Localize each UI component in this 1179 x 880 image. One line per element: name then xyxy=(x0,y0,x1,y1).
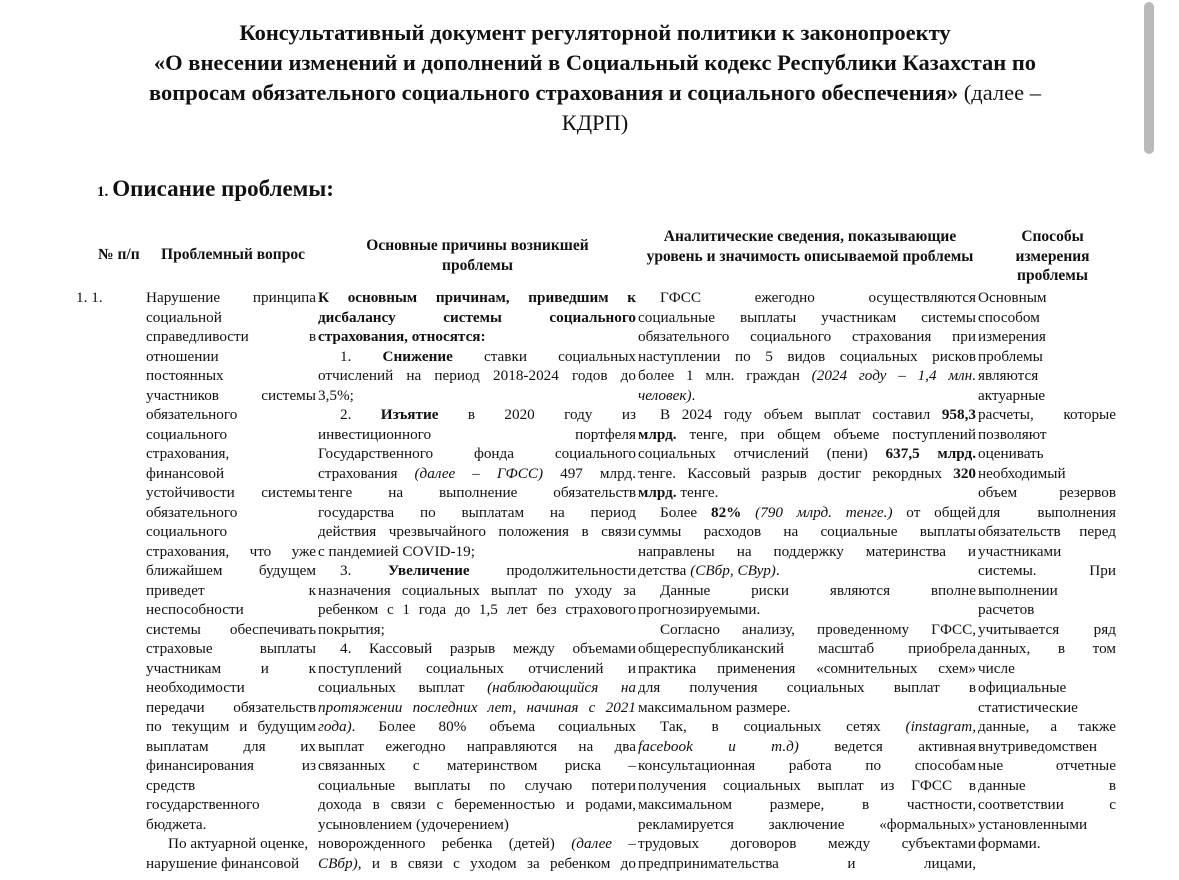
header-issue: Проблемный вопрос xyxy=(161,246,305,263)
causes-line: 4. Кассовый разрыв между объемами xyxy=(340,640,636,657)
analytics-line: максимальном размере. xyxy=(638,698,791,716)
issue-line: страховые выплаты xyxy=(146,640,316,657)
causes-line: 3. Увеличение продолжительности xyxy=(340,562,636,579)
issue-line: устойчивости системы xyxy=(146,484,316,501)
causes-line: страхования, относятся: xyxy=(318,328,486,345)
section-heading xyxy=(97,176,334,202)
analytics-line: социальные выплаты участникам системы xyxy=(638,308,976,326)
analytics-line: общереспубликанский масштаб приобрела xyxy=(638,640,976,657)
issue-line: социальной xyxy=(146,308,222,326)
causes-line: государства по выплатам на период xyxy=(318,503,636,521)
methods-line: данные в xyxy=(978,776,1116,794)
causes-line: тенге на выполнение обязательств xyxy=(318,484,636,501)
header-methods: Способы измерения проблемы xyxy=(1015,228,1090,284)
methods-line: числе xyxy=(978,659,1015,677)
issue-line: обязательного xyxy=(146,503,238,521)
causes-line: дохода в связи с беременностью и родами, xyxy=(318,796,636,813)
methods-line: для выполнения xyxy=(978,503,1116,521)
causes-line: 3,5%; xyxy=(318,386,354,404)
analytics-line: консультационная работа по способам xyxy=(638,757,976,774)
analytics-line: прогнозируемыми. xyxy=(638,601,761,618)
causes-line: протяжении последних лет, начиная с 2021 xyxy=(318,698,636,716)
causes-line: года). Более 80% объема социальных xyxy=(318,718,636,735)
causes-line: назначения социальных выплат по уходу за xyxy=(318,581,636,599)
causes-line: дисбалансу системы социального xyxy=(318,308,636,326)
analytics-line: трудовых договоров между субъектами xyxy=(638,835,976,852)
methods-line: системы. При xyxy=(978,562,1116,579)
issue-line: по текущим и будущим xyxy=(146,718,316,735)
issue-line: страхования, что уже xyxy=(146,542,316,560)
analytics-line: рекламируется заключение «формальных» xyxy=(638,815,976,833)
issue-line: ближайшем будущем xyxy=(146,562,316,579)
issue-column xyxy=(146,288,316,873)
analytics-line: предпринимательства и лицами, xyxy=(638,854,976,872)
analytics-column xyxy=(638,288,976,873)
title-line-2: «О внесении изменений и дополнений в Социальный кодекс Республики Казахстан по xyxy=(153,50,1037,75)
methods-line: Основным xyxy=(978,289,1047,306)
issue-line: финансирования из xyxy=(146,757,316,774)
causes-line: покрытия; xyxy=(318,620,385,638)
analytics-line: млрд. тенге. xyxy=(638,484,719,501)
issue-line: нарушение финансовой xyxy=(146,854,300,872)
analytics-line: млрд. тенге, при общем объеме поступлений xyxy=(638,425,976,443)
causes-line: Государственного фонда социального xyxy=(318,445,636,462)
issue-line: страхования, xyxy=(146,445,230,462)
document-title xyxy=(60,18,1130,138)
methods-line: расчетов xyxy=(978,601,1035,618)
causes-line: с пандемией COVID-19; xyxy=(318,542,475,560)
causes-line: 1. Снижение ставки социальных xyxy=(340,347,636,365)
methods-line: статистические xyxy=(978,698,1078,716)
methods-line: выполнении xyxy=(978,581,1058,599)
methods-line: ные отчетные xyxy=(978,757,1116,774)
causes-line: социальных выплат (наблюдающийся на xyxy=(318,679,636,696)
issue-line: По актуарной оценке, xyxy=(168,835,309,852)
analytics-line: направлены на поддержку материнства и xyxy=(638,542,976,560)
causes-line: ребенком с 1 года до 1,5 лет без страхового xyxy=(318,601,636,618)
issue-line: социального xyxy=(146,523,228,540)
methods-line: объем резервов xyxy=(978,484,1116,501)
methods-line: официальные xyxy=(978,679,1067,696)
causes-line: СВбр), и в связи с уходом за ребенком до xyxy=(318,854,636,872)
methods-line: соответствии с xyxy=(978,796,1116,813)
header-num: № п/п xyxy=(98,246,140,263)
analytics-line: Данные риски являются вполне xyxy=(660,581,976,599)
issue-line: участников системы xyxy=(146,386,316,404)
analytics-line: обязательного социального страхования при xyxy=(638,328,976,345)
causes-line: поступлений социальных отчислений и xyxy=(318,659,636,677)
analytics-line: для получения социальных выплат в xyxy=(638,679,976,696)
methods-line: формами. xyxy=(978,835,1041,852)
issue-line: постоянных xyxy=(146,367,224,384)
issue-line: обязательного xyxy=(146,406,238,423)
analytics-line: детства (СВбр, СВур). xyxy=(638,562,780,579)
issue-line: выплатам для их xyxy=(146,737,316,755)
analytics-line: практика применения «сомнительных схем» xyxy=(638,659,976,677)
issue-line: средств xyxy=(146,776,196,794)
causes-line: действия чрезвычайного положения в связи xyxy=(318,523,636,540)
methods-line: расчеты, которые xyxy=(978,406,1116,423)
methods-line: участниками xyxy=(978,542,1062,560)
methods-line: являются xyxy=(978,367,1039,384)
issue-line: Нарушение принципа xyxy=(146,289,316,306)
issue-line: отношении xyxy=(146,347,219,365)
analytics-line: более 1 млн. граждан (2024 году – 1,4 млн. xyxy=(638,367,976,384)
issue-line: бюджета. xyxy=(146,815,207,833)
causes-line: связанных с материнством риска – xyxy=(318,757,636,774)
causes-line: выплат ежегодно направляются на два xyxy=(318,737,636,755)
causes-line: отчислений на период 2018-2024 годов до xyxy=(318,367,636,384)
title-line-3-bold: вопросам обязательного социального страхования и социального обеспечения» xyxy=(149,80,959,105)
methods-line: установленными xyxy=(978,815,1088,833)
methods-line: измерения xyxy=(978,328,1046,345)
methods-line: данные, а также xyxy=(978,718,1116,735)
analytics-line: человек). xyxy=(638,386,696,404)
analytics-line: социальных отчислений (пени) 637,5 млрд. xyxy=(638,445,977,462)
causes-line: страхования (далее – ГФСС) 497 млрд. xyxy=(318,464,637,482)
issue-line: участникам и к xyxy=(146,659,316,677)
causes-line: инвестиционного портфеля xyxy=(318,425,636,443)
header-causes: Основные причины возникшей проблемы xyxy=(366,237,589,274)
issue-line: государственного xyxy=(146,796,260,813)
row-number: 1. 1. xyxy=(76,289,103,306)
analytics-line: суммы расходов на социальные выплаты xyxy=(638,523,976,540)
issue-line: системы обеспечивать xyxy=(146,620,316,638)
methods-line: позволяют xyxy=(978,425,1047,443)
issue-line: приведет к xyxy=(146,581,316,599)
issue-line: необходимости xyxy=(146,679,245,696)
methods-column xyxy=(978,288,1116,873)
title-line-3-tail: (далее – xyxy=(958,80,1041,105)
methods-line: оценивать xyxy=(978,445,1044,462)
analytics-line: наступлении по 5 видов социальных рисков xyxy=(638,347,976,365)
issue-line: финансовой xyxy=(146,464,225,482)
section-number: 1. xyxy=(97,184,109,200)
title-line-1: Консультативный документ регуляторной политики к законопроекту xyxy=(239,20,951,45)
title-line-3 xyxy=(60,78,1130,108)
analytics-line: максимальном размере, в частности, xyxy=(638,796,976,813)
header-analytics: Аналитические сведения, показывающие уровень и значимость описываемой проблемы xyxy=(646,228,974,265)
title-line-4: КДРП) xyxy=(561,110,629,135)
analytics-line: Более 82% (790 млрд. тенге.) от общей xyxy=(660,503,977,521)
section-title: Описание проблемы: xyxy=(112,176,334,201)
methods-line: проблемы xyxy=(978,347,1043,365)
issue-line: справедливости в xyxy=(146,328,316,345)
methods-line: учитывается ряд xyxy=(978,620,1116,638)
causes-line: новорожденного ребенка (детей) (далее – xyxy=(318,835,637,852)
analytics-line: В 2024 году объем выплат составил 958,3 xyxy=(660,406,976,423)
analytics-line: facebook и т.д) ведется активная xyxy=(638,737,976,755)
causes-line: К основным причинам, приведшим к xyxy=(318,289,636,306)
issue-line: передачи обязательств xyxy=(146,698,316,716)
methods-line: внутриведомствен xyxy=(978,737,1098,755)
analytics-line: Согласно анализу, проведенному ГФСС, xyxy=(660,620,976,638)
analytics-line: тенге. Кассовый разрыв достиг рекордных 320 xyxy=(638,464,976,482)
issue-line: неспособности xyxy=(146,601,244,618)
causes-line: 2. Изъятие в 2020 году из xyxy=(340,406,636,423)
methods-line: данных, в том xyxy=(978,640,1116,657)
methods-line: актуарные xyxy=(978,386,1046,404)
methods-line: обязательств перед xyxy=(978,523,1116,540)
methods-line xyxy=(978,854,1116,874)
methods-line: необходимый xyxy=(978,464,1066,482)
vertical-scrollbar[interactable] xyxy=(1144,2,1154,154)
analytics-line: Так, в социальных сетях (instagram, xyxy=(660,718,976,735)
analytics-line: получения социальных выплат из ГФСС в xyxy=(638,776,976,794)
causes-line: усыновлением (удочерением) xyxy=(318,815,509,833)
issue-line: социального xyxy=(146,425,228,443)
causes-line: социальные выплаты по случаю потери xyxy=(318,776,636,794)
analytics-line: ГФСС ежегодно осуществляются xyxy=(660,289,976,306)
causes-column xyxy=(318,288,636,873)
methods-line: способом xyxy=(978,308,1040,326)
